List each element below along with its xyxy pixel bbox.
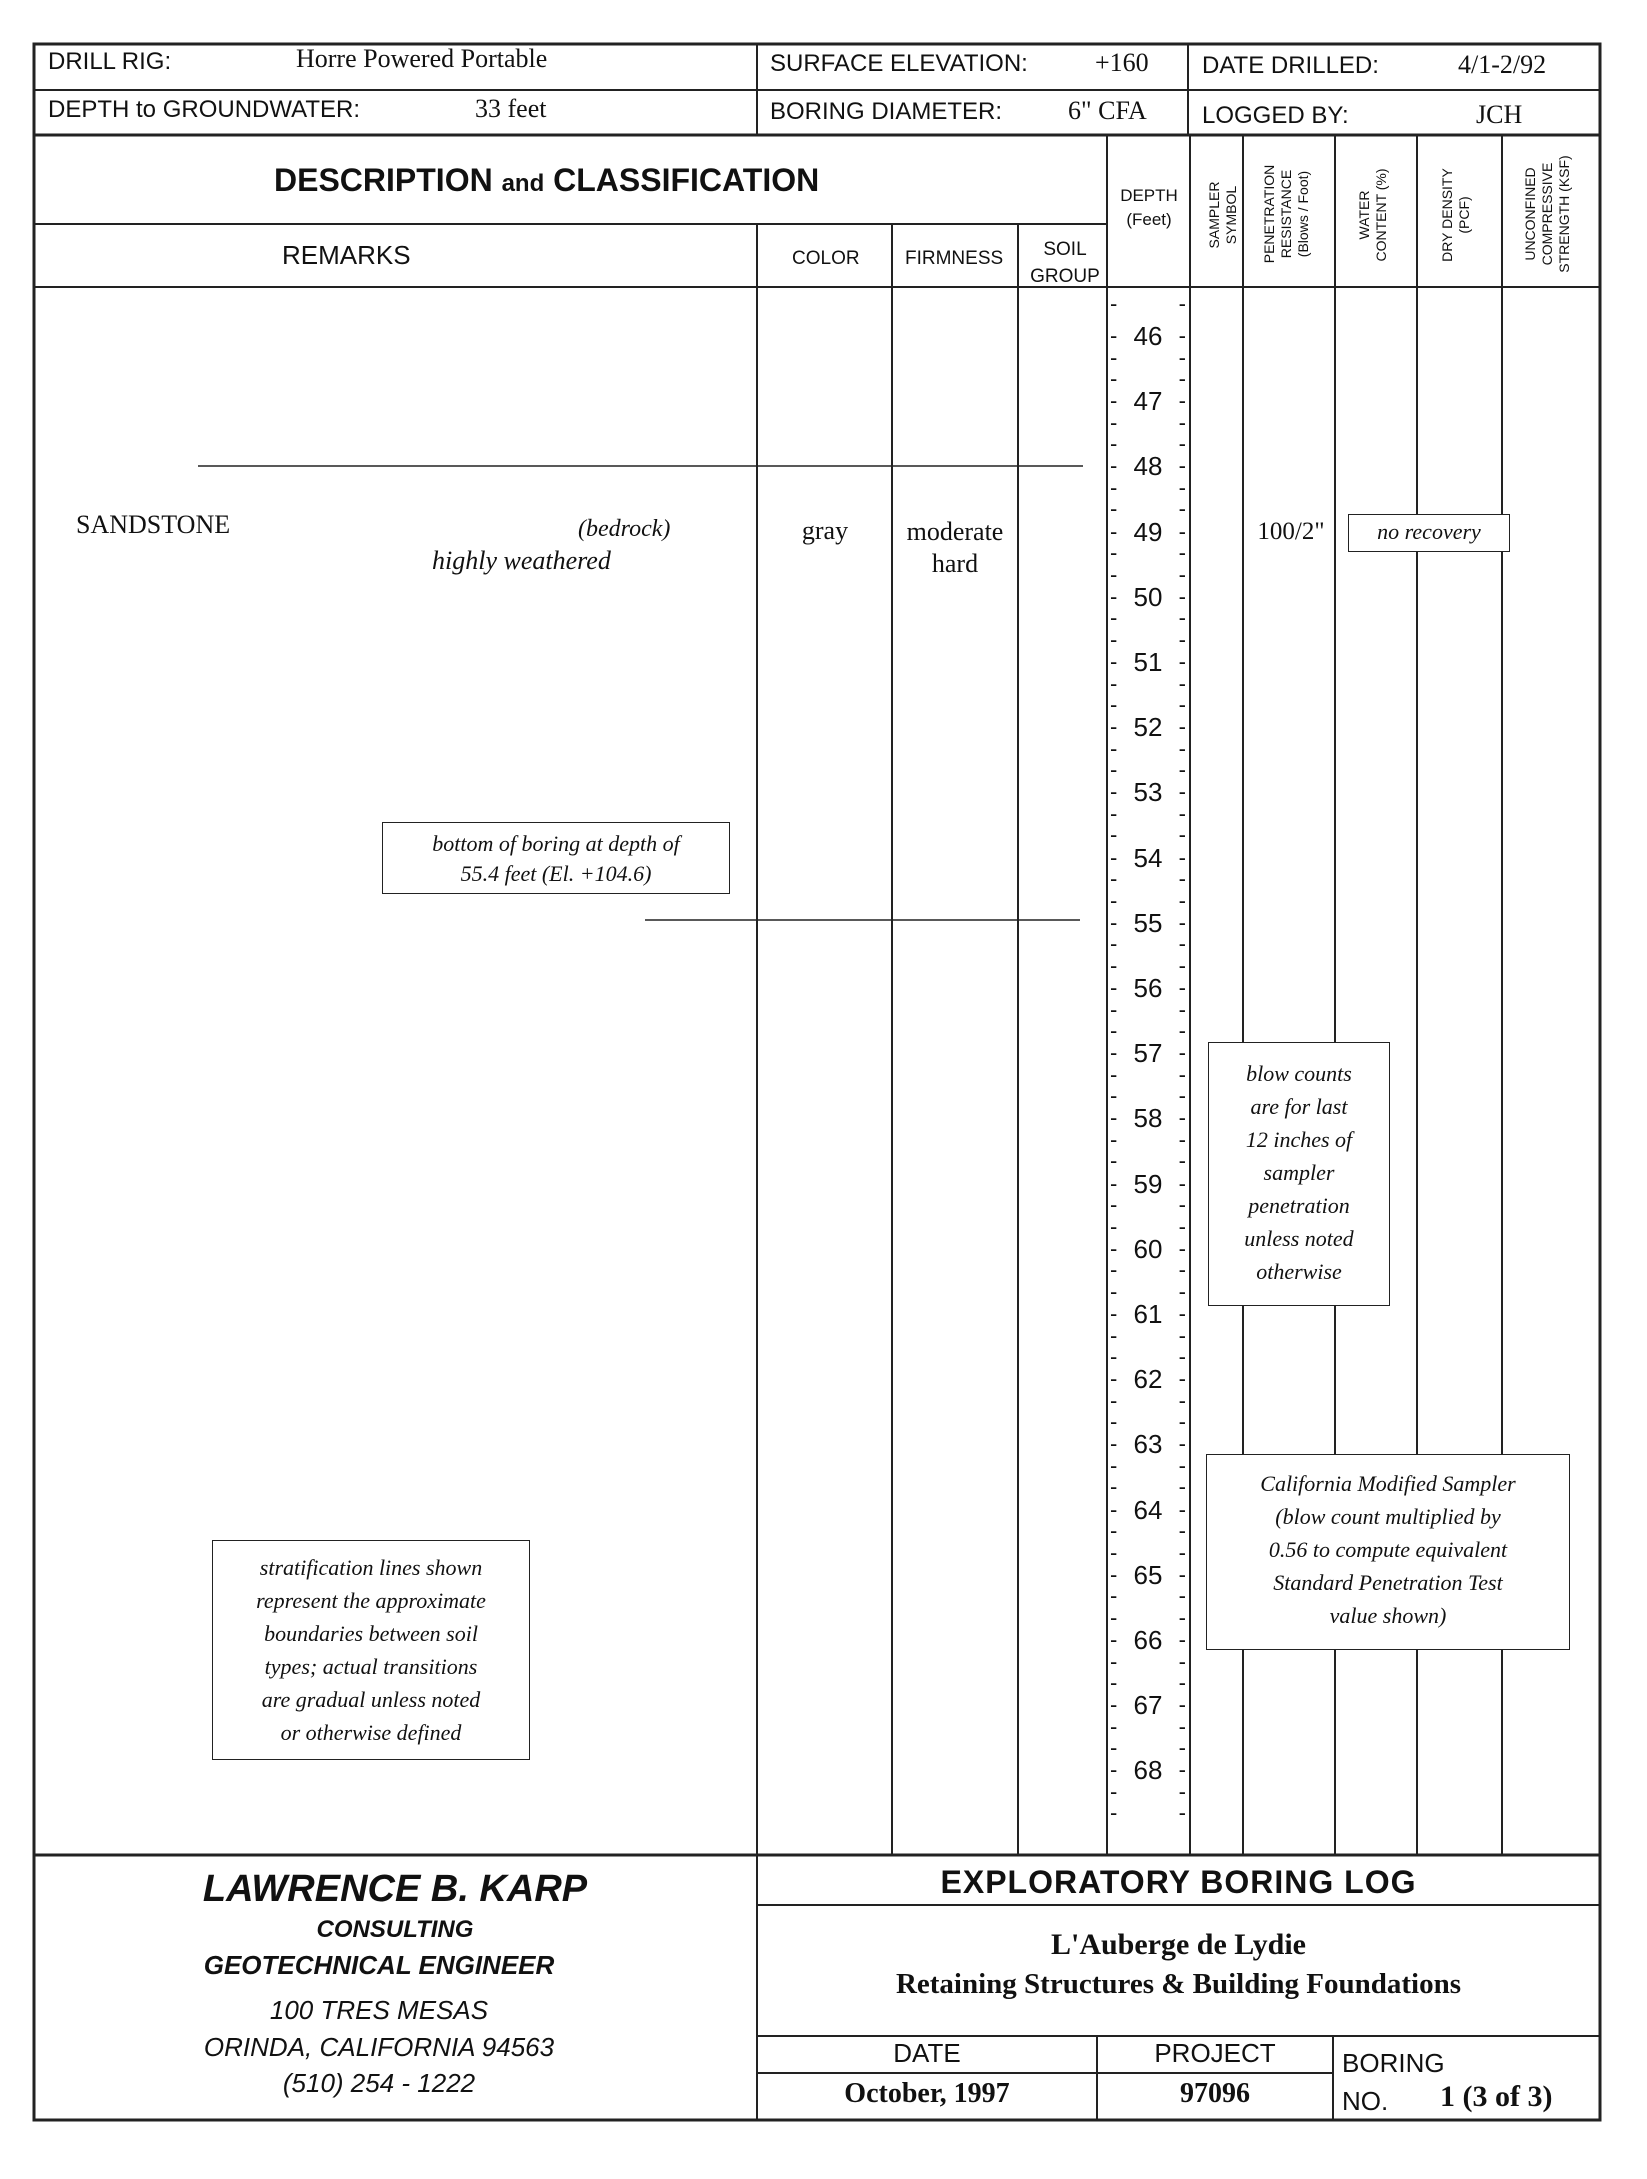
layer-name: SANDSTONE bbox=[76, 510, 231, 539]
strat-note-d: types; actual transitions bbox=[264, 1654, 478, 1679]
color-header: COLOR bbox=[792, 248, 860, 269]
logged-by-value: JCH bbox=[1476, 100, 1523, 129]
depth-label: 65 bbox=[1133, 1559, 1163, 1590]
sampler-b: SYMBOL bbox=[1223, 185, 1239, 245]
blow-note-e: penetration bbox=[1248, 1193, 1350, 1218]
depth-label: 63 bbox=[1133, 1429, 1163, 1460]
project-name-b: Retaining Structures & Building Foundations bbox=[895, 1968, 1462, 2000]
soil-group-a: SOIL bbox=[1043, 239, 1087, 260]
blow-counts-note bbox=[1208, 1042, 1390, 1306]
bottom-note-b: 55.4 feet (El. +104.6) bbox=[460, 861, 652, 886]
depth-label: 51 bbox=[1133, 647, 1163, 677]
boring-number: 1 (3 of 3) bbox=[1440, 2080, 1553, 2113]
depth-label: 68 bbox=[1133, 1755, 1163, 1786]
dry-a: DRY DENSITY bbox=[1439, 168, 1455, 262]
phone-number: (510) 254 - 1222 bbox=[282, 2068, 476, 2098]
strat-note-a: stratification lines shown bbox=[259, 1555, 483, 1580]
water-b: CONTENT (%) bbox=[1373, 168, 1389, 262]
depth-label: 66 bbox=[1133, 1625, 1163, 1655]
penetration-header bbox=[1261, 143, 1317, 285]
dry-b: (PCF) bbox=[1456, 196, 1472, 234]
cal-note-c: 0.56 to compute equivalent bbox=[1268, 1537, 1508, 1562]
depth-label: 53 bbox=[1133, 777, 1163, 808]
cal-note-b: (blow count multiplied by bbox=[1275, 1504, 1501, 1529]
description-title bbox=[274, 162, 819, 199]
firmness-a: moderate bbox=[906, 517, 1004, 546]
depth-label: 62 bbox=[1133, 1364, 1163, 1395]
logged-by-label: LOGGED BY: bbox=[1202, 102, 1349, 129]
blow-note-f: unless noted bbox=[1244, 1226, 1354, 1251]
groundwater-value: 33 feet bbox=[475, 94, 547, 123]
log-title: EXPLORATORY BORING LOG bbox=[940, 1864, 1417, 1900]
sampler-symbol-header bbox=[1206, 145, 1246, 285]
cal-note-a: California Modified Sampler bbox=[1260, 1471, 1516, 1496]
depth-label: 46 bbox=[1133, 321, 1163, 351]
penetration-a: PENETRATION bbox=[1261, 164, 1277, 264]
depth-label: 67 bbox=[1133, 1690, 1163, 1721]
date-label: DATE bbox=[893, 2038, 961, 2068]
water-a: WATER bbox=[1356, 190, 1372, 240]
project-name-a: L'Auberge de Lydie bbox=[1050, 1928, 1306, 1961]
depth-label: 48 bbox=[1133, 451, 1163, 482]
ucs-header bbox=[1522, 143, 1578, 285]
description-title-and: and bbox=[501, 170, 545, 197]
depth-header bbox=[1108, 184, 1190, 232]
project-number: 97096 bbox=[1180, 2078, 1250, 2109]
depth-header-a: DEPTH bbox=[1120, 186, 1178, 205]
strat-note-e: are gradual unless noted bbox=[261, 1687, 481, 1712]
layer-firmness bbox=[893, 516, 1017, 580]
soil-group-header bbox=[1024, 236, 1106, 290]
boring-diameter-value: 6" CFA bbox=[1068, 96, 1147, 125]
bottom-note-a: bottom of boring at depth of bbox=[432, 831, 680, 856]
sampler-a: SAMPLER bbox=[1206, 181, 1222, 249]
drill-rig-value: Horre Powered Portable bbox=[296, 44, 548, 73]
drill-rig-label: DRILL RIG: bbox=[48, 48, 172, 75]
blow-note-g: otherwise bbox=[1256, 1259, 1342, 1284]
depth-label: 58 bbox=[1133, 1103, 1163, 1134]
penetration-value: 100/2" bbox=[1257, 518, 1325, 545]
ucs-b: COMPRESSIVE bbox=[1539, 162, 1555, 266]
strat-note-b: represent the approximate bbox=[256, 1588, 486, 1613]
depth-label: 52 bbox=[1133, 712, 1163, 743]
boring-diameter-label: BORING DIAMETER: bbox=[770, 98, 1003, 125]
surface-elevation-value: +160 bbox=[1095, 48, 1149, 77]
layer-type: (bedrock) bbox=[578, 516, 671, 542]
firmness-header: FIRMNESS bbox=[905, 248, 1004, 269]
depth-label: 56 bbox=[1133, 973, 1163, 1003]
water-content-header bbox=[1356, 145, 1396, 285]
bottom-of-boring-note bbox=[382, 822, 730, 894]
depth-label: 64 bbox=[1133, 1494, 1163, 1525]
remarks-header: REMARKS bbox=[282, 240, 411, 270]
ucs-a: UNCONFINED bbox=[1522, 167, 1538, 261]
firmness-b: hard bbox=[931, 549, 979, 578]
depth-label: 61 bbox=[1133, 1299, 1163, 1329]
depth-header-b: (Feet) bbox=[1126, 210, 1172, 229]
blow-note-d: sampler bbox=[1263, 1160, 1335, 1185]
company-role-a: CONSULTING bbox=[316, 1916, 474, 1943]
description-title-a: DESCRIPTION bbox=[274, 162, 493, 198]
depth-label: 54 bbox=[1133, 842, 1163, 873]
boring-label: BORING bbox=[1342, 2048, 1445, 2078]
penetration-b: RESISTANCE bbox=[1278, 169, 1294, 259]
cal-note-d: Standard Penetration Test bbox=[1273, 1570, 1503, 1595]
penetration-c: (Blows / Foot) bbox=[1295, 170, 1311, 258]
strat-note-c: boundaries between soil bbox=[264, 1621, 478, 1646]
project-label: PROJECT bbox=[1154, 2038, 1276, 2068]
dry-density-header bbox=[1439, 145, 1479, 285]
description-title-b: CLASSIFICATION bbox=[553, 162, 820, 198]
company-name: LAWRENCE B. KARP bbox=[202, 1868, 588, 1910]
no-recovery-note: no recovery bbox=[1348, 514, 1510, 552]
boring-no-label: NO. bbox=[1342, 2086, 1389, 2116]
strat-note-f: or otherwise defined bbox=[280, 1720, 462, 1745]
groundwater-label: DEPTH to GROUNDWATER: bbox=[48, 96, 361, 123]
depth-label: 55 bbox=[1133, 907, 1163, 938]
ucs-c: STRENGTH (KSF) bbox=[1556, 155, 1572, 273]
address-line-b: ORINDA, CALIFORNIA 94563 bbox=[203, 2032, 555, 2062]
cal-note-e: value shown) bbox=[1329, 1603, 1447, 1628]
company-role-b: GEOTECHNICAL ENGINEER bbox=[203, 1950, 555, 1980]
date-value: October, 1997 bbox=[844, 2078, 1010, 2109]
stratification-note bbox=[212, 1540, 530, 1760]
address-line-a: 100 TRES MESAS bbox=[269, 1995, 489, 2025]
depth-label: 50 bbox=[1133, 581, 1163, 612]
date-drilled-label: DATE DRILLED: bbox=[1202, 52, 1379, 79]
blow-note-c: 12 inches of bbox=[1245, 1127, 1353, 1152]
california-sampler-note bbox=[1206, 1454, 1570, 1650]
depth-label: 59 bbox=[1133, 1168, 1163, 1199]
date-drilled-value: 4/1-2/92 bbox=[1458, 50, 1547, 79]
depth-label: 60 bbox=[1133, 1233, 1163, 1264]
layer-color: gray bbox=[801, 516, 849, 545]
depth-label: 47 bbox=[1133, 386, 1163, 417]
blow-note-a: blow counts bbox=[1246, 1061, 1352, 1086]
blow-note-b: are for last bbox=[1250, 1094, 1348, 1119]
surface-elevation-label: SURFACE ELEVATION: bbox=[770, 50, 1028, 77]
depth-label: 49 bbox=[1133, 516, 1163, 547]
soil-group-b: GROUP bbox=[1030, 266, 1100, 287]
depth-label: 57 bbox=[1133, 1038, 1163, 1069]
layer-condition: highly weathered bbox=[432, 546, 611, 575]
